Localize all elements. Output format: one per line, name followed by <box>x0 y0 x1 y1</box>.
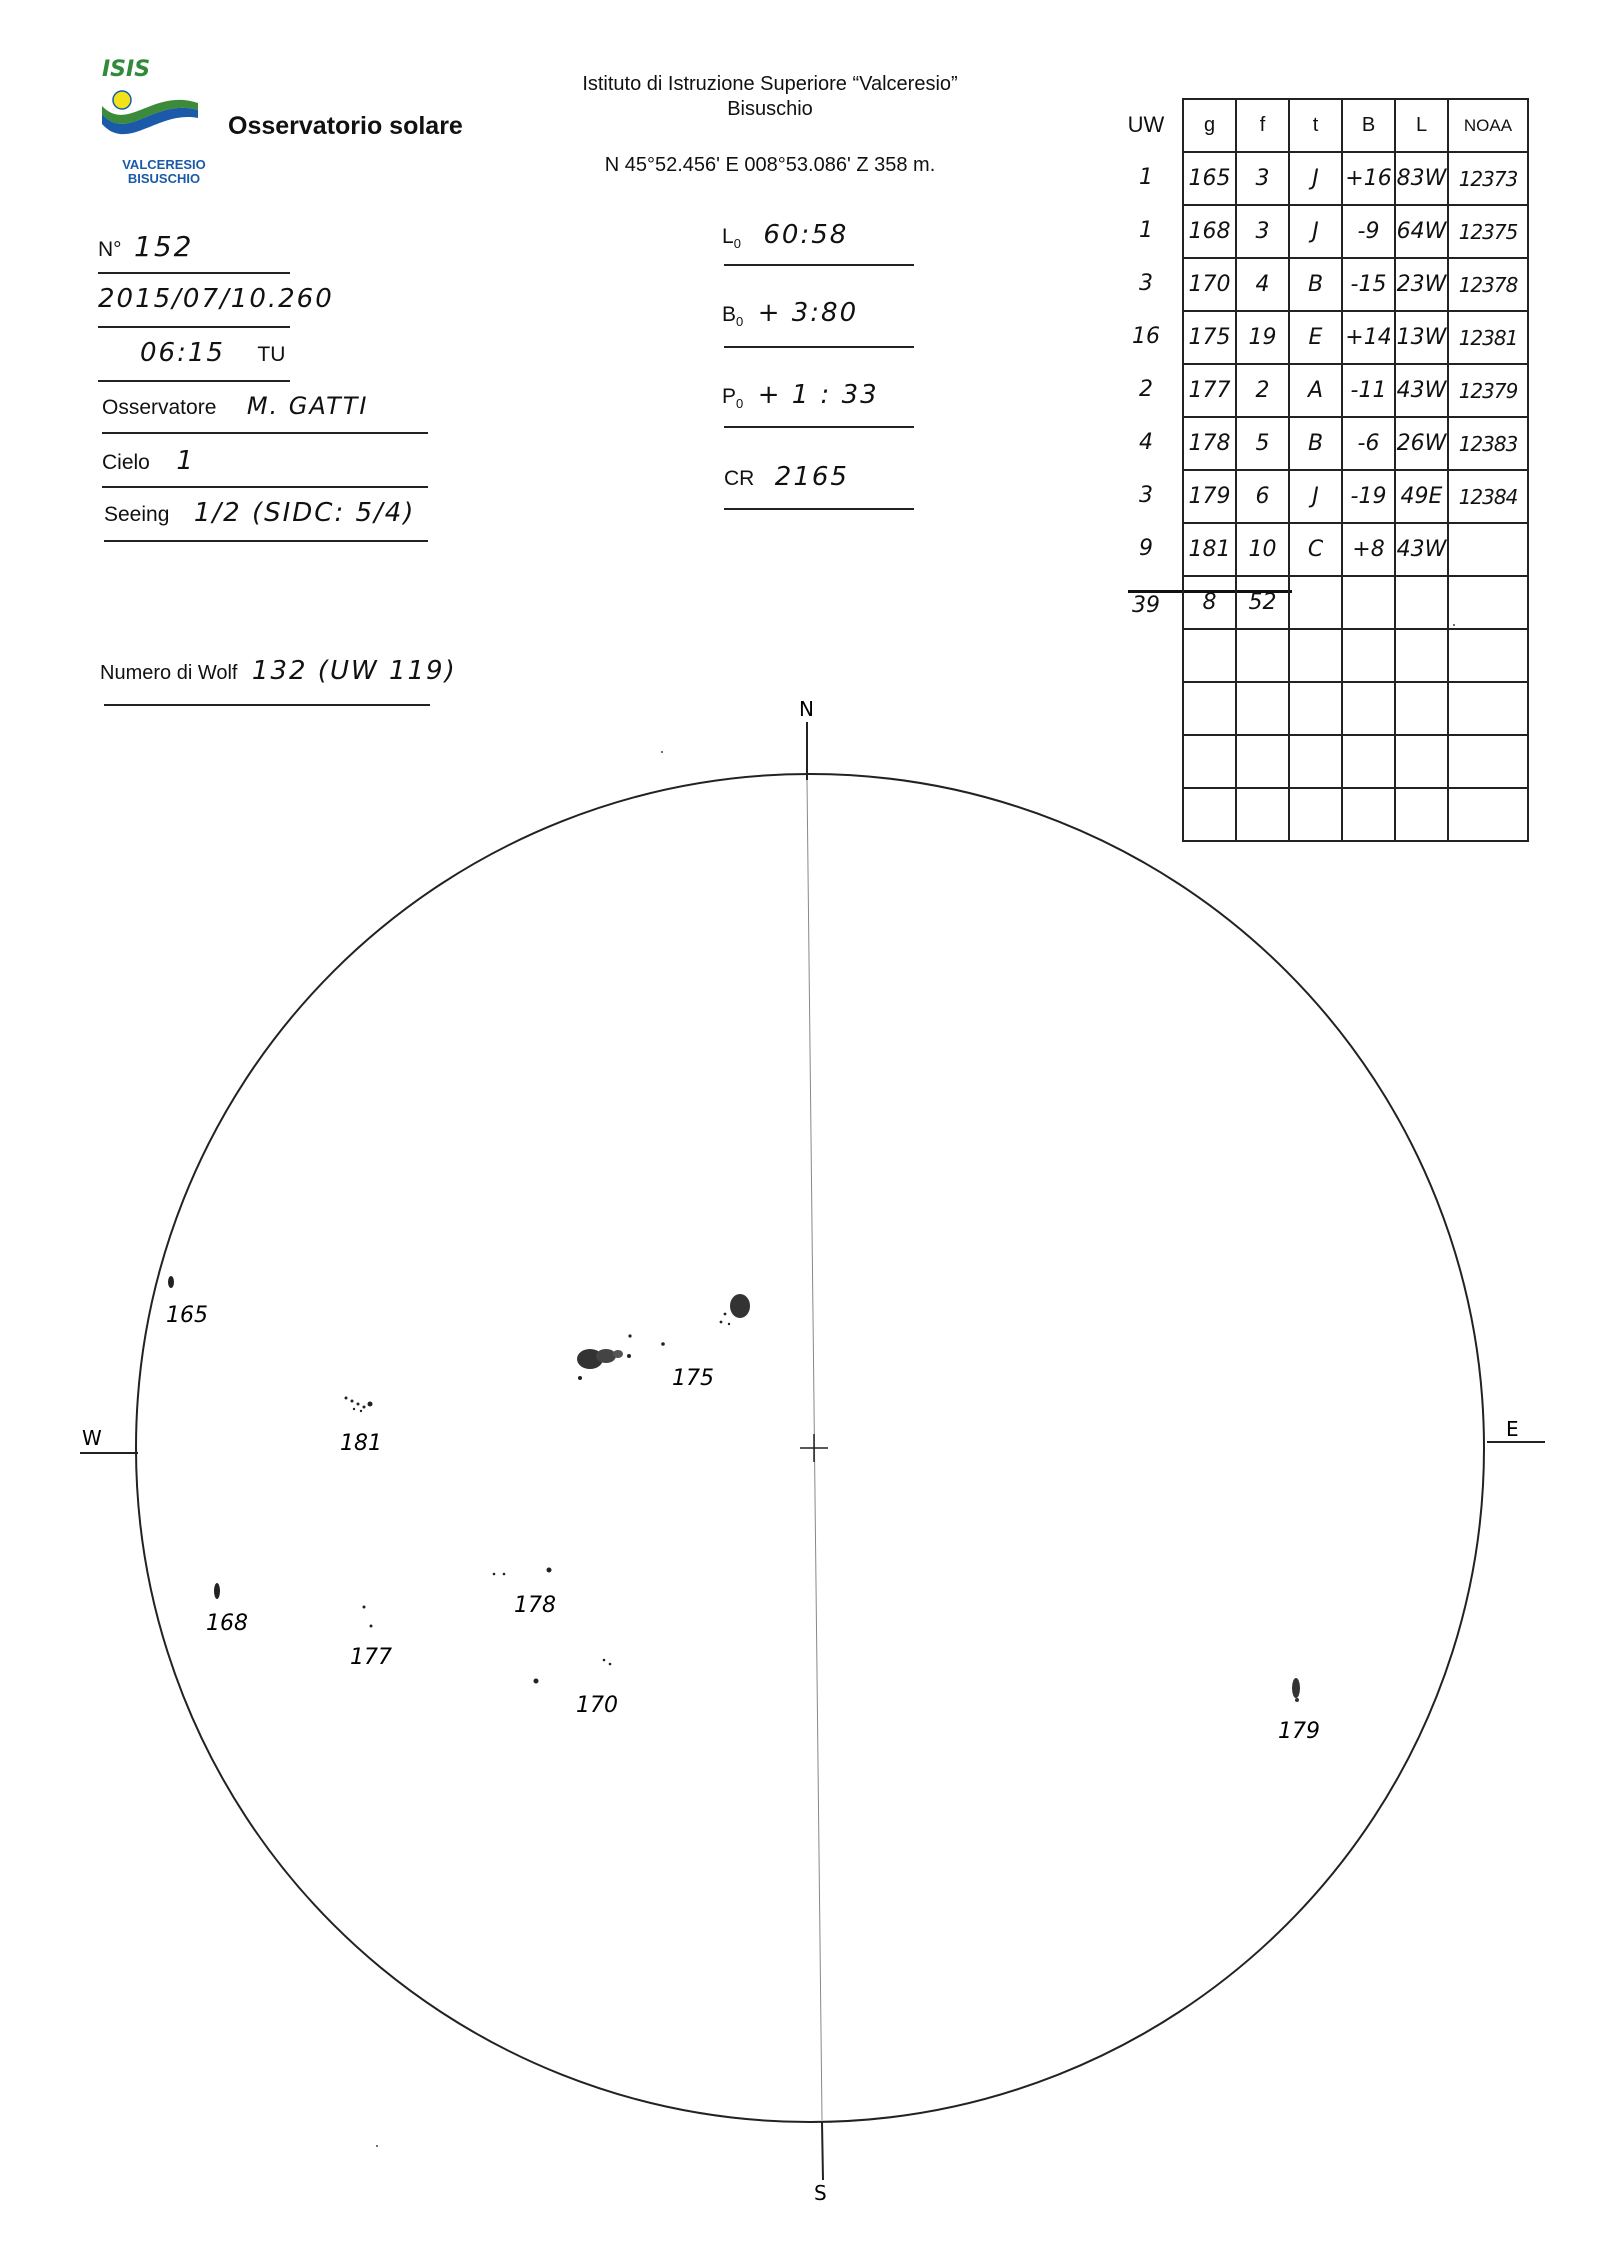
south-label: S <box>814 2181 827 2205</box>
cell-t: B <box>1289 417 1342 470</box>
group-label-175: 175 <box>672 1366 714 1391</box>
l0-value: 60:58 <box>763 220 849 250</box>
cell-b: -11 <box>1342 364 1395 417</box>
uw-value: 16 <box>1132 324 1160 349</box>
cell-t: J <box>1289 205 1342 258</box>
cell-f: 2 <box>1236 364 1289 417</box>
time-unit: TU <box>257 343 286 366</box>
cr-label: CR <box>724 467 755 490</box>
observer-label: Osservatore <box>102 396 217 419</box>
cell-f: 5 <box>1236 417 1289 470</box>
cell-t: J <box>1289 152 1342 205</box>
uw-value: 1 <box>1139 218 1153 243</box>
sky-value: 1 <box>176 446 195 476</box>
p0-value: + 1 : 33 <box>757 380 879 410</box>
column-header-t: t <box>1289 99 1342 152</box>
stray-dot <box>376 2145 378 2147</box>
column-header-f: f <box>1236 99 1289 152</box>
cell-g: 177 <box>1183 364 1236 417</box>
b0-value: + 3:80 <box>757 298 859 328</box>
cell-l: 83W <box>1395 152 1448 205</box>
column-header-l: L <box>1395 99 1448 152</box>
stray-dot <box>1453 624 1455 626</box>
uw-value: 3 <box>1139 271 1153 296</box>
sunspot-group-170 <box>534 1659 612 1684</box>
west-label: W <box>82 1426 102 1450</box>
cell-f: 19 <box>1236 311 1289 364</box>
observer-value: M. GATTI <box>246 392 369 420</box>
cell-l: 49E <box>1395 470 1448 523</box>
institute-line2: Bisuschio <box>727 98 813 120</box>
cell-f: 3 <box>1236 205 1289 258</box>
total-g: 8 <box>1183 576 1236 629</box>
cr-value: 2165 <box>774 462 849 492</box>
seeing-value: 1/2 (SIDC: 5/4) <box>193 498 416 528</box>
group-label-177: 177 <box>350 1645 392 1670</box>
observatory-title: Osservatorio solare <box>228 112 463 140</box>
sunspot-group-178 <box>493 1568 552 1576</box>
cell-noaa: 12383 <box>1448 417 1528 470</box>
wolf-value: 132 (UW 119) <box>251 656 457 686</box>
cell-f: 10 <box>1236 523 1289 576</box>
sky-label: Cielo <box>102 451 150 474</box>
cell-noaa: 12375 <box>1448 205 1528 258</box>
cell-l: 64W <box>1395 205 1448 258</box>
cell-l: 13W <box>1395 311 1448 364</box>
cell-t: E <box>1289 311 1342 364</box>
cell-noaa: 12379 <box>1448 364 1528 417</box>
column-header-b: B <box>1342 99 1395 152</box>
group-label-165: 165 <box>166 1303 208 1328</box>
seeing-label: Seeing <box>104 503 170 526</box>
north-label: N <box>799 697 814 721</box>
wolf-label: Numero di Wolf <box>100 662 238 684</box>
logo-wordmark: ISIS <box>102 58 151 82</box>
p0-label: $P_0$ <box>722 385 744 412</box>
cell-noaa: 12378 <box>1448 258 1528 311</box>
cell-b: +8 <box>1342 523 1395 576</box>
cell-b: +16 <box>1342 152 1395 205</box>
institute-line1: Istituto di Istruzione Superiore “Valceresio” <box>582 73 958 95</box>
sunspot-group-177 <box>363 1606 373 1628</box>
cell-f: 4 <box>1236 258 1289 311</box>
group-label-178: 178 <box>514 1593 556 1618</box>
date-value: 2015/07/10.260 <box>98 284 334 314</box>
time-value: 06:15 <box>140 338 225 368</box>
cell-b: +14 <box>1342 311 1395 364</box>
sunspot-group-175 <box>577 1294 750 1380</box>
cell-t: C <box>1289 523 1342 576</box>
cell-l: 43W <box>1395 364 1448 417</box>
cell-b: -19 <box>1342 470 1395 523</box>
b0-label: $B_0$ <box>722 303 744 330</box>
column-header-noaa: NOAA <box>1448 99 1528 152</box>
uw-value: 3 <box>1139 483 1153 508</box>
uw-header: UW <box>1127 111 1165 137</box>
number-label: N° <box>98 238 122 261</box>
cell-noaa: 12384 <box>1448 470 1528 523</box>
cell-g: 168 <box>1183 205 1236 258</box>
logo-caption-line1: VALCERESIO <box>122 157 206 172</box>
cell-b: -6 <box>1342 417 1395 470</box>
logo-caption-line2: BISUSCHIO <box>127 171 201 186</box>
uw-value: 9 <box>1139 536 1153 561</box>
cell-t: A <box>1289 364 1342 417</box>
cell-g: 170 <box>1183 258 1236 311</box>
cell-l: 23W <box>1395 258 1448 311</box>
uw-value: 4 <box>1139 430 1153 455</box>
uw-value: 2 <box>1139 377 1153 402</box>
cell-l: 26W <box>1395 417 1448 470</box>
sunspot-168 <box>214 1583 220 1599</box>
cell-noaa: 12373 <box>1448 152 1528 205</box>
uw-total: 39 <box>1132 593 1160 618</box>
cell-b: -9 <box>1342 205 1395 258</box>
cell-f: 3 <box>1236 152 1289 205</box>
group-label-181: 181 <box>340 1431 382 1456</box>
cell-g: 181 <box>1183 523 1236 576</box>
cell-g: 178 <box>1183 417 1236 470</box>
sunspot-group-181 <box>345 1397 373 1413</box>
stray-dot <box>661 751 663 753</box>
number-value: 152 <box>134 230 194 263</box>
cell-t: J <box>1289 470 1342 523</box>
east-label: E <box>1506 1417 1519 1441</box>
cell-g: 165 <box>1183 152 1236 205</box>
cell-l: 43W <box>1395 523 1448 576</box>
south-tick <box>822 2122 823 2180</box>
sunspot-group-179 <box>1292 1678 1300 1702</box>
cell-b: -15 <box>1342 258 1395 311</box>
cell-t: B <box>1289 258 1342 311</box>
l0-label: $L_0$ <box>722 225 741 252</box>
site-coordinates: N 45°52.456' E 008°53.086' Z 358 m. <box>604 154 936 176</box>
cell-g: 179 <box>1183 470 1236 523</box>
column-header-g: g <box>1183 99 1236 152</box>
group-label-168: 168 <box>206 1611 248 1636</box>
group-label-170: 170 <box>576 1693 618 1718</box>
group-label-179: 179 <box>1278 1719 1320 1744</box>
cell-f: 6 <box>1236 470 1289 523</box>
cell-noaa: 12381 <box>1448 311 1528 364</box>
sunspot-165 <box>168 1276 174 1288</box>
uw-value: 1 <box>1139 165 1153 190</box>
total-f: 52 <box>1236 576 1289 629</box>
cell-g: 175 <box>1183 311 1236 364</box>
